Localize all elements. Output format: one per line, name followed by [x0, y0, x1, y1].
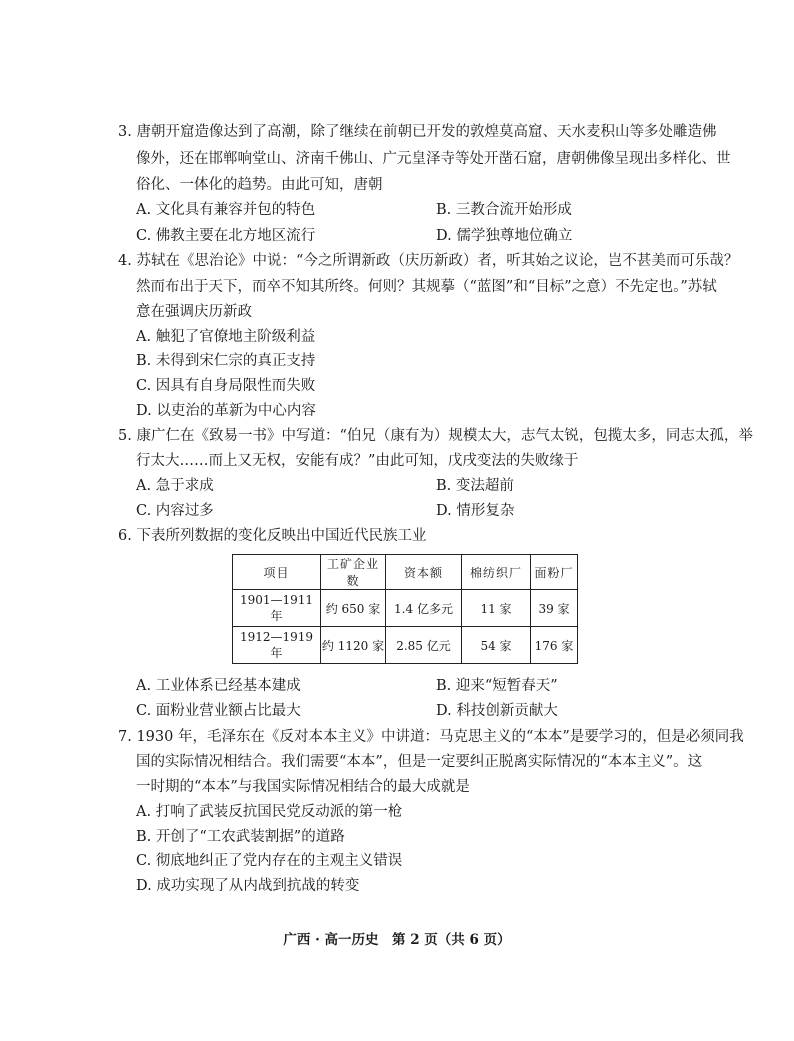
q4-option-d: D. 以吏治的革新为中心内容 [136, 403, 316, 419]
table-cell: 39 家 [531, 590, 578, 627]
q3-stem-line-3: 俗化、一体化的趋势。由此可知，唐朝 [136, 177, 383, 193]
table-header-cell: 资本额 [386, 555, 462, 590]
q5-option-b: B. 变法超前 [436, 478, 514, 494]
q6-stem-line-1: 6. 下表所列数据的变化反映出中国近代民族工业 [118, 528, 427, 544]
table-cell: 2.85 亿元 [386, 627, 462, 664]
q3-option-c: C. 佛教主要在北方地区流行 [136, 228, 316, 244]
q5-stem-line-1: 5. 康广仁在《致易一书》中写道：“伯兄（康有为）规模太大，志气太锐，包揽太多，同志太孤，举 [118, 428, 753, 444]
q3-stem-line-1: 3. 唐朝开窟造像达到了高潮，除了继续在前朝已开发的敦煌莫高窟、天水麦积山等多处雕造佛 [118, 124, 717, 140]
q7-stem-line-2: 国的实际情况相结合。我们需要“本本”，但是一定要纠正脱离实际情况的“本本主义”。这 [136, 754, 703, 770]
q6-option-b: B. 迎来“短暂春天” [436, 678, 558, 694]
q3-option-d: D. 儒学独尊地位确立 [436, 228, 573, 244]
q4-stem-line-2: 然而布出于天下，而卒不知其所终。何则？其规摹（“蓝图”和“目标”之意）不先定也。”苏轼 [136, 279, 717, 295]
q3-option-a: A. 文化具有兼容并包的特色 [136, 202, 316, 218]
q7-option-d: D. 成功实现了从内战到抗战的转变 [136, 878, 360, 894]
q7-stem-line-1: 7. 1930 年，毛泽东在《反对本本主义》中讲道：马克思主义的“本本”是要学习的，但是必须同我 [118, 729, 744, 745]
table-cell: 54 家 [462, 627, 531, 664]
q7-option-b: B. 开创了“工农武装割据”的道路 [136, 829, 345, 845]
table-cell: 176 家 [531, 627, 578, 664]
q4-stem-line-1: 4. 苏轼在《思治论》中说：“今之所谓新政（庆历新政）者，听其始之议论，岂不甚美而可乐哉？ [118, 253, 739, 269]
q7-option-a: A. 打响了武装反抗国民党反动派的第一枪 [136, 804, 403, 820]
q7-stem-line-3: 一时期的“本本”与我国实际情况相结合的最大成就是 [136, 779, 470, 795]
table-header-cell: 工矿企业数 [321, 555, 386, 590]
table-row [233, 627, 578, 664]
q6-option-d: D. 科技创新贡献大 [436, 703, 558, 719]
q4-option-b: B. 未得到宋仁宗的真正支持 [136, 353, 316, 369]
table-row [233, 590, 578, 627]
q6-option-c: C. 面粉业营业额占比最大 [136, 703, 301, 719]
q5-option-c: C. 内容过多 [136, 503, 214, 519]
q4-stem-line-3: 意在强调庆历新政 [136, 304, 252, 320]
table-cell: 1.4 亿多元 [386, 590, 462, 627]
q5-stem-line-2: 行太大……而上又无权，安能有成？”由此可知，戊戌变法的失败缘于 [136, 453, 579, 469]
table-cell: 11 家 [462, 590, 531, 627]
q3-stem-line-2: 像外，还在邯郸响堂山、济南千佛山、广元皇泽寺等处开凿石窟，唐朝佛像呈现出多样化、世 [136, 151, 731, 167]
table-cell: 1912—1919 年 [233, 627, 321, 664]
table-cell: 1901—1911 年 [233, 590, 321, 627]
table-header-cell: 棉纺织厂 [462, 555, 531, 590]
q4-option-a: A. 触犯了官僚地主阶级利益 [136, 329, 316, 345]
q7-option-c: C. 彻底地纠正了党内存在的主观主义错误 [136, 853, 403, 869]
table-cell: 约 1120 家 [321, 627, 386, 664]
table-header-cell: 面粉厂 [531, 555, 578, 590]
table-header-row [233, 555, 578, 590]
q6-option-a: A. 工业体系已经基本建成 [136, 678, 301, 694]
q3-option-b: B. 三教合流开始形成 [436, 202, 572, 218]
table-cell: 约 650 家 [321, 590, 386, 627]
table-header-cell: 项目 [233, 555, 321, 590]
q4-option-c: C. 因具有自身局限性而失败 [136, 378, 316, 394]
q5-option-a: A. 急于求成 [136, 478, 214, 494]
page-footer: 广西 · 高一历史 第 2 页（共 6 页） [283, 932, 511, 948]
industry-data-table [232, 554, 578, 664]
q5-option-d: D. 情形复杂 [436, 503, 515, 519]
